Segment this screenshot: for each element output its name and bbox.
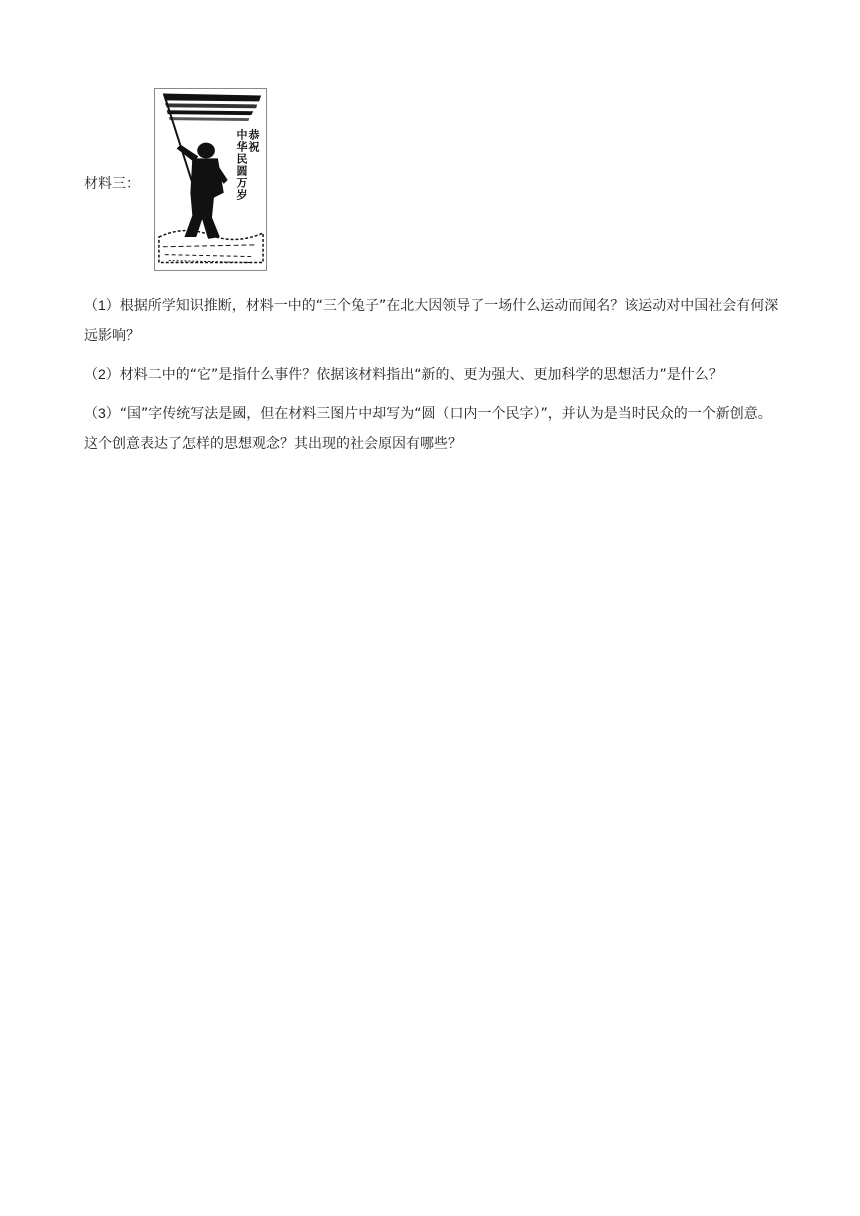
poster-illustration (155, 89, 266, 270)
question-item (84, 290, 784, 351)
question-item (84, 359, 784, 390)
poster-caption-line1: 恭祝 (247, 129, 260, 153)
question-number: （1） (84, 297, 120, 313)
question-text: “国”字传统写法是國，但在材料三图片中却写为“圆（口内一个民字）”，并认为是当时民众的一个新创意。这个创意表达了怎样的思想观念？其出现的社会原因有哪些？ (84, 406, 772, 452)
question-text: 根据所学知识推断，材料一中的“三个兔子”在北大因领导了一场什么运动而闻名？该运动对中国社会有何深远影响？ (84, 298, 779, 344)
question-number: （2） (84, 366, 120, 382)
question-number: （3） (84, 405, 120, 421)
poster-image (154, 88, 267, 271)
question-item (84, 398, 784, 459)
question-text: 材料二中的“它”是指什么事件？依据该材料指出“新的、更为强大、更加科学的思想活力”是什么？ (119, 367, 723, 383)
material-label: 材料三： (84, 176, 140, 192)
question-list (84, 290, 784, 467)
poster-caption-line2: 中华民圆万岁 (235, 129, 248, 201)
material-three (84, 88, 784, 274)
